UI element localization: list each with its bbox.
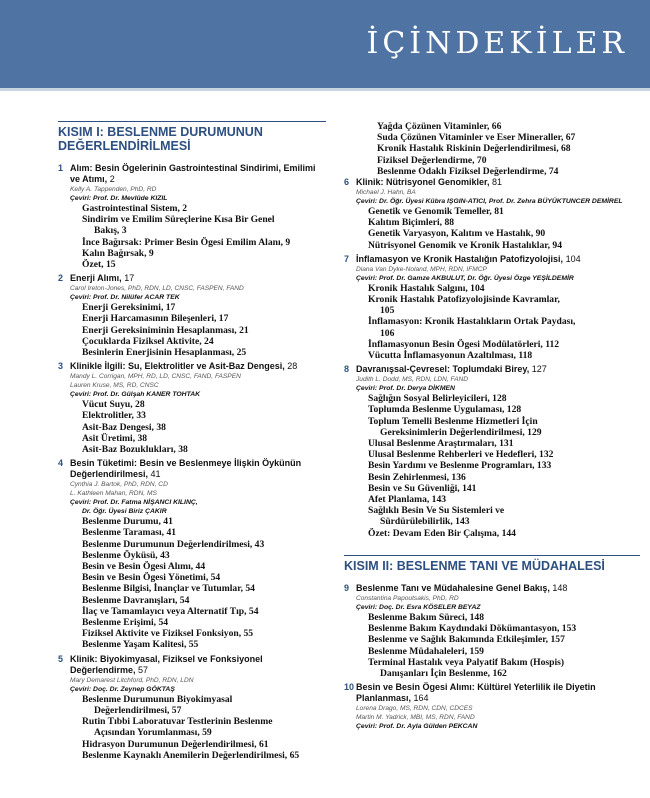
chapter-entry: [58, 273, 326, 358]
chapter-title-text: İnflamasyon ve Kronik Hastalığın Patofizyolojisi,: [356, 253, 566, 264]
toc-section-entry: Beslenme Kaynaklı Anemilerin Değerlendirilmesi, 65: [82, 749, 300, 761]
chapter-author: Michael J. Hahn, BA: [356, 189, 416, 197]
toc-section-entry: Beslenme Müdahaleleri, 159: [368, 645, 484, 657]
toc-section-entry: Beslenme Öyküsü, 43: [82, 549, 170, 561]
toc-section-entry: Gastrointestinal Sistem, 2: [82, 203, 188, 214]
toc-section-entry: Kalın Bağırsak, 9: [82, 247, 154, 259]
chapter-page-number: 41: [150, 469, 161, 480]
left-column: [58, 121, 326, 764]
toc-section-entry: Beslenme Bakım Kaydındaki Dökümantasyon, 153: [368, 623, 577, 635]
toc-section-entry: Besin ve Su Güvenliği, 141: [368, 482, 477, 494]
toc-section-entry: Beslenme Taraması, 41: [82, 527, 177, 539]
chapter-title: [356, 682, 640, 704]
toc-section-entry: Çocuklarda Fiziksel Aktivite, 24: [82, 335, 214, 347]
part-2-title: KISIM II: BESLENME TANI VE MÜDAHALESİ: [344, 558, 605, 573]
chapter-author: Mary Demarest Litchford, PhD, RDN, LDN: [70, 676, 194, 684]
continued-sections: [344, 121, 640, 177]
toc-section-entry: İlaç ve Tamamlayıcı veya Alternatif Tıp, 54: [82, 605, 259, 617]
toc-section-entry: Enerji Gereksinimi, 17: [82, 302, 176, 314]
chapter-list: [58, 163, 326, 761]
chapter-author: Constantina Papoutsakis, PhD, RD: [356, 594, 459, 602]
chapter-translator: Dr. Öğr. Üyesi Biriz ÇAKIR: [82, 508, 167, 516]
toc-section-entry: Beslenme Durumunun Değerlendirilmesi, 43: [82, 538, 265, 550]
toc-section-entry: Asit-Baz Bozuklukları, 38: [82, 444, 188, 456]
chapter-number: 9: [344, 582, 350, 593]
toc-section-entry: Suda Çözünen Vitaminler ve Eser Mineraller, 67: [377, 132, 576, 144]
chapter-translator: Çeviri: Prof. Dr. Gamze AKBULUT, Dr. Öğr. Üyesi Özge YEŞİLDEMİR: [356, 274, 574, 282]
toc-section-entry: Enerji Harcamasının Bileşenleri, 17: [82, 313, 229, 325]
chapter-author: Judith L. Dodd, MS, RDN, LDN, FAND: [356, 376, 469, 384]
chapter-title: [356, 583, 567, 594]
chapter-author: Kelly A. Tappenden, PhD, RD: [70, 186, 157, 193]
chapter-number: 1: [58, 163, 64, 173]
chapter-entry: [58, 361, 326, 455]
toc-section-entry: İnflamasyonun Besin Ögesi Modülatörleri, 112: [368, 338, 560, 350]
toc-section-entry: Elektrolitler, 33: [82, 410, 146, 422]
chapter-translator: Çeviri: Dr. Öğr. Üyesi Kübra IŞGIN-ATICI, Prof. Dr. Zehra BÜYÜKTUNCER DEMİREL: [356, 198, 623, 206]
chapter-author: L. Kathleen Mahan, RDN, MS: [70, 490, 157, 498]
chapter-number: 2: [58, 273, 64, 284]
toc-section-entry: Kronik Hastalık Salgını, 104: [368, 282, 485, 294]
chapter-author: Lorena Drago, MS, RDN, CDN, CDCES: [356, 705, 473, 713]
chapter-page-number: 148: [552, 582, 568, 593]
chapter-author: Mandy L. Corrigan, MPH, RD, LD, CNSC, FAND, FASPEN: [70, 373, 241, 381]
chapter-heading: [344, 364, 640, 375]
chapter-page-number: 164: [413, 693, 429, 704]
toc-section-entry: Özet, 15: [82, 259, 116, 271]
chapter-page-number: 104: [565, 253, 581, 264]
toc-body: [0, 91, 650, 791]
chapter-author: Diana Van Dyke-Noland, MPH, RDN, IFMCP: [356, 265, 487, 273]
chapter-heading: [58, 654, 326, 676]
toc-section-entry: Açısından Yorumlanması, 59: [94, 727, 212, 739]
toc-section-entry: Besin ve Besin Ögesi Yönetimi, 54: [82, 572, 221, 584]
toc-section-entry: Sürdürülebilirlik, 143: [380, 516, 470, 528]
part-rule: [58, 121, 326, 122]
toc-section-entry: Besinlerin Enerjisinin Hesaplanması, 25: [82, 347, 247, 359]
toc-section-entry: Beslenme Durumu, 41: [82, 516, 173, 528]
toc-section-entry: Danışanları İçin Beslenme, 162: [380, 667, 507, 679]
chapter-heading: [344, 583, 640, 594]
toc-section-entry: Bakış, 3: [94, 225, 127, 237]
chapter-entry: [344, 254, 640, 361]
toc-section-entry: Besin ve Besin Ögesi Alımı, 44: [82, 561, 206, 573]
chapter-page-number: 2: [109, 174, 115, 184]
toc-section-entry: Ulusal Beslenme Araştırmaları, 131: [368, 438, 514, 450]
part-rule: [344, 555, 640, 556]
toc-section-entry: Gereksinimlerin Değerlendirilmesi, 129: [380, 426, 542, 438]
toc-section-entry: Vücut Suyu, 28: [82, 399, 145, 411]
chapter-translator: Çeviri: Prof. Dr. Nilüfer ACAR TEK: [70, 294, 180, 302]
chapter-title-text: Beslenme Tanı ve Müdahalesine Genel Bakış,: [356, 582, 553, 593]
chapter-entry: [344, 583, 640, 679]
chapter-title-text: Besin ve Besin Ögesi Alımı: Kültürel Yeterlilik ile Diyetin Planlanması,: [356, 682, 596, 704]
chapter-translator: Çeviri: Doç. Dr. Esra KÖSELER BEYAZ: [356, 603, 481, 611]
chapter-title-text: Alım: Besin Ögelerinin Gastrointestinal Sindirimi, Emilimi ve Atımı,: [70, 163, 316, 184]
chapter-number: 10: [344, 682, 355, 693]
chapter-heading: [58, 458, 326, 480]
chapter-title: [70, 458, 326, 480]
toc-section-entry: Kronik Hastalık Patofizyolojisinde Kavramlar,: [368, 294, 560, 306]
toc-section-entry: Toplumda Beslenme Uygulaması, 128: [368, 404, 522, 416]
chapter-author: Martin M. Yadrick, MBI, MS, RDN, FAND: [356, 714, 475, 722]
chapter-entry: [344, 364, 640, 539]
chapter-entry: [58, 458, 326, 650]
toc-section-entry: Yağda Çözünen Vitaminler, 66: [377, 121, 502, 132]
toc-section-entry: Beslenme Erişimi, 54: [82, 617, 169, 629]
toc-section-entry: Genetik ve Genomik Temeller, 81: [368, 206, 504, 218]
toc-section-entry: Rutin Tıbbi Laboratuvar Testlerinin Beslenme: [82, 716, 273, 728]
part-1-title: KISIM I: BESLENME DURUMUNUN DEĞERLENDİRİLMESİ: [58, 125, 263, 153]
chapter-number: 6: [344, 177, 350, 188]
toc-section-entry: Hidrasyon Durumunun Değerlendirilmesi, 61: [82, 738, 269, 750]
toc-section-entry: Sağlığın Sosyal Belirleyicileri, 128: [368, 393, 507, 405]
chapter-title-text: Besin Tüketimi: Besin ve Beslenmeye İlişkin Öykünün Değerlendirilmesi,: [70, 458, 302, 480]
chapter-title-text: Enerji Alımı,: [70, 273, 125, 284]
chapter-page-number: 17: [124, 273, 135, 284]
chapter-title: [356, 177, 502, 188]
toc-section-entry: İnce Bağırsak: Primer Besin Ögesi Emilim Alanı, 9: [82, 236, 291, 248]
chapter-heading: [344, 254, 640, 265]
chapter-entry: [58, 654, 326, 761]
chapter-title: [70, 273, 134, 284]
toc-section-entry: 106: [380, 327, 395, 339]
chapter-translator: Çeviri: Prof. Dr. Mevlüde KIZIL: [70, 195, 168, 202]
toc-section-entry: Besin Yardımı ve Beslenme Programları, 133: [368, 460, 552, 472]
chapter-entry: [344, 177, 640, 251]
toc-section-entry: Besin Zehirlenmesi, 136: [368, 471, 466, 483]
chapter-entry: [58, 163, 326, 270]
toc-section-entry: Beslenme Yaşam Kalitesi, 55: [82, 639, 199, 651]
chapter-heading: [58, 163, 326, 185]
chapter-translator: Çeviri: Prof. Dr. Fatma NİŞANCI KILINÇ,: [70, 499, 198, 507]
toc-section-entry: Sağlıklı Besin Ve Su Sistemleri ve: [368, 505, 505, 517]
chapter-list: [344, 177, 640, 539]
toc-section-entry: 105: [380, 305, 395, 317]
chapter-translator: Çeviri: Prof. Dr. Ayla Gülden PEKCAN: [356, 723, 478, 731]
toc-section-entry: İnflamasyon: Kronik Hastalıkların Ortak Paydası,: [368, 316, 576, 328]
toc-section-entry: Vücutta İnflamasyonun Azaltılması, 118: [368, 350, 533, 362]
toc-section-entry: Terminal Hastalık veya Palyatif Bakım (Hospis): [368, 656, 565, 668]
toc-section-entry: Kalıtım Biçimleri, 88: [368, 217, 455, 229]
chapter-number: 5: [58, 653, 64, 664]
toc-section-entry: Nütrisyonel Genomik ve Kronik Hastalıklar, 94: [368, 239, 563, 251]
chapter-title: [356, 254, 581, 265]
chapter-title: [70, 654, 326, 676]
chapter-number: 7: [344, 253, 350, 264]
chapter-number: 4: [58, 458, 64, 469]
chapter-title: [70, 361, 297, 372]
toc-section-entry: Değerlendirilmesi, 57: [94, 704, 182, 716]
chapter-number: 8: [344, 364, 350, 375]
chapter-title: [356, 364, 547, 375]
toc-section-entry: Beslenme Davranışları, 54: [82, 594, 190, 606]
toc-section-entry: Beslenme Bilgisi, İnançlar ve Tutumlar, 54: [82, 583, 255, 595]
chapter-page-number: 127: [531, 364, 547, 375]
toc-section-entry: Beslenme Bakım Süreci, 148: [368, 611, 485, 623]
toc-section-entry: Genetik Varyasyon, Kalıtım ve Hastalık, 90: [368, 228, 546, 240]
chapter-page-number: 57: [138, 664, 149, 675]
chapter-title-text: Davranışsal-Çevresel: Toplumdaki Birey,: [356, 364, 532, 375]
chapter-author: Cynthia J. Bartok, PhD, RDN, CD: [70, 481, 168, 489]
toc-section-entry: Afet Planlama, 143: [368, 494, 447, 506]
chapter-heading: [58, 361, 326, 372]
chapter-author: Lauren Kruse, MS, RD, CNSC: [70, 382, 159, 390]
page-title: İÇİNDEKİLER: [366, 26, 628, 61]
chapter-list: [344, 583, 640, 731]
chapter-heading: [344, 682, 640, 704]
toc-section-entry: Asit Üretimi, 38: [82, 432, 148, 444]
header-banner: [0, 0, 650, 91]
toc-section-entry: Kronik Hastalık Riskinin Değerlendirilmesi, 68: [377, 143, 571, 155]
chapter-title: [70, 163, 326, 185]
chapter-heading: [58, 273, 326, 284]
part-2: [344, 555, 640, 731]
toc-section-entry: Ulusal Beslenme Rehberleri ve Hedefleri, 132: [368, 449, 554, 461]
right-column: [344, 121, 640, 734]
chapter-translator: Çeviri: Prof. Dr. Gülşah KANER TOHTAK: [70, 391, 201, 399]
chapter-translator: Çeviri: Doç. Dr. Zeynep GÖKTAŞ: [70, 685, 175, 693]
chapter-page-number: 81: [492, 177, 503, 188]
chapter-title-text: Klinikle İlgili: Su, Elektrolitler ve Asit-Baz Dengesi,: [70, 361, 288, 372]
chapter-number: 3: [58, 361, 64, 372]
chapter-translator: Çeviri: Prof. Dr. Derya DİKMEN: [356, 385, 455, 393]
toc-section-entry: Fiziksel Değerlendirme, 70: [377, 154, 487, 166]
chapter-title-text: Klinik: Nütrisyonel Genomikler,: [356, 177, 493, 188]
chapter-title-text: Klinik: Biyokimyasal, Fiziksel ve Fonksiyonel Değerlendirme,: [70, 653, 263, 675]
chapter-author: Carol Ireton-Jones, PhD, RDN, LD, CNSC, FASPEN, FAND: [70, 285, 244, 293]
toc-section-entry: Beslenme ve Sağlık Bakımında Etkileşimler, 157: [368, 634, 565, 646]
toc-section-entry: Enerji Gereksiniminin Hesaplanması, 21: [82, 324, 249, 336]
toc-section-entry: Fiziksel Aktivite ve Fiziksel Fonksiyon, 55: [82, 628, 254, 640]
toc-section-entry: Sindirim ve Emilim Süreçlerine Kısa Bir Genel: [82, 214, 275, 226]
toc-section-entry: Toplum Temelli Beslenme Hizmetleri İçin: [368, 415, 538, 427]
toc-section-entry: Beslenme Durumunun Biyokimyasal: [82, 693, 233, 705]
chapter-page-number: 28: [287, 361, 298, 372]
chapter-heading: [344, 177, 640, 188]
toc-section-entry: Asit-Baz Dengesi, 38: [82, 421, 166, 433]
toc-section-entry: Beslenme Odaklı Fiziksel Değerlendirme, 74: [377, 165, 559, 177]
chapter-entry: [344, 682, 640, 731]
toc-section-entry: Özet: Devam Eden Bir Çalışma, 144: [368, 527, 516, 539]
